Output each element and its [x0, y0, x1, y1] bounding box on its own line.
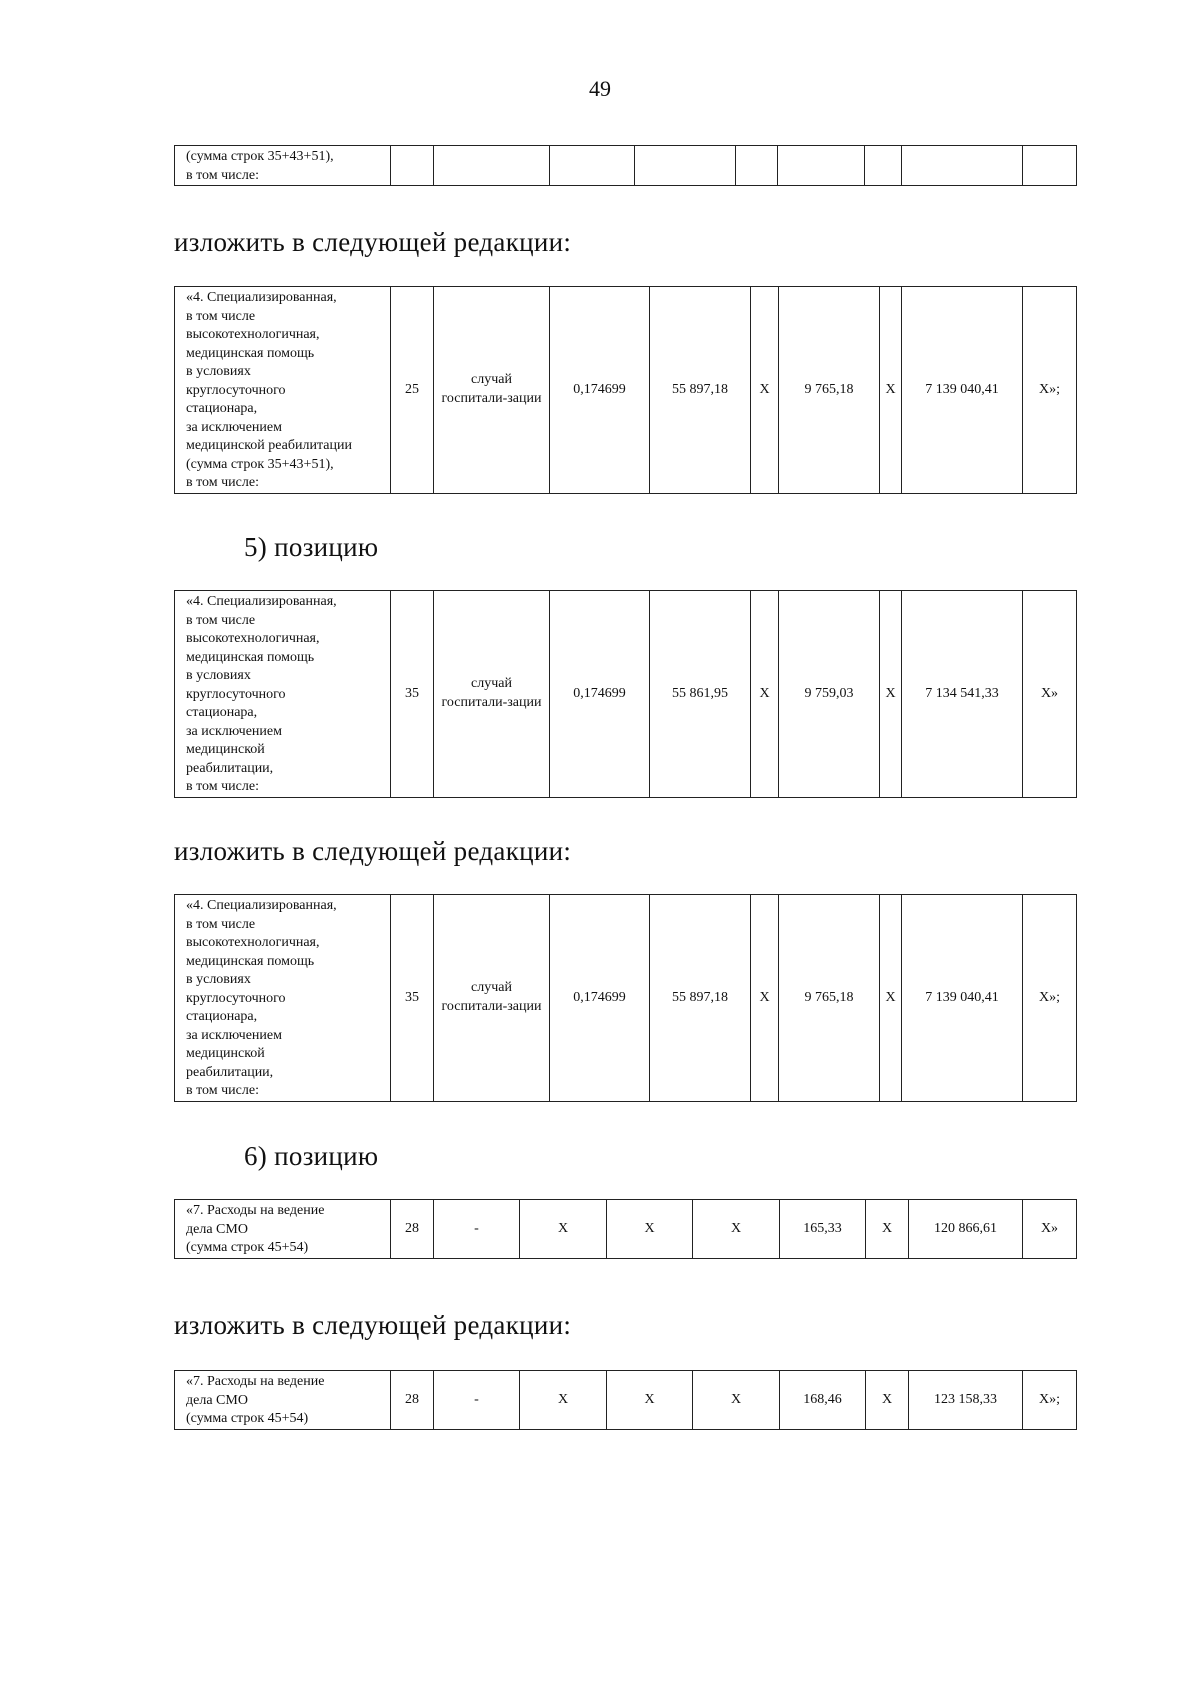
- table-cell: 0,174699: [550, 287, 650, 494]
- row-description: «4. Специализированная, в том числе высокотехнологичная, медицинская помощь в условиях круглосуточного стационара, за исключением медицинской реабилитации, в том числе:: [175, 591, 391, 798]
- table-cell: 168,46: [780, 1371, 866, 1430]
- table-cell: 7 139 040,41: [902, 287, 1023, 494]
- table-row: [175, 146, 1077, 186]
- table-cell: [902, 146, 1023, 186]
- table-fragment-top: [174, 145, 1077, 186]
- row-number: 35: [391, 591, 434, 798]
- unit-cell: случай госпитали-зации: [434, 895, 550, 1102]
- table-smo-old: [174, 1199, 1077, 1259]
- table-cell: 0,174699: [550, 591, 650, 798]
- table-cell: X»: [1023, 591, 1077, 798]
- table-cell: X»;: [1023, 895, 1077, 1102]
- table-cell: X: [866, 1371, 909, 1430]
- table-cell: 7 139 040,41: [902, 895, 1023, 1102]
- table-specialized-new-3: [174, 894, 1077, 1102]
- table-cell: [391, 146, 434, 186]
- table-cell: 55 897,18: [650, 287, 751, 494]
- table-specialized-new-1: [174, 286, 1077, 494]
- table-cell: [550, 146, 635, 186]
- table-cell: 0,174699: [550, 895, 650, 1102]
- row-number: 35: [391, 895, 434, 1102]
- table-row: [175, 287, 1077, 494]
- table-cell: 123 158,33: [909, 1371, 1023, 1430]
- table-cell: 9 765,18: [779, 895, 880, 1102]
- table-cell: X»: [1023, 1200, 1077, 1259]
- table-cell: 55 897,18: [650, 895, 751, 1102]
- table-cell: X: [751, 895, 779, 1102]
- row-description: (сумма строк 35+43+51), в том числе:: [175, 146, 391, 186]
- table-row: [175, 1200, 1077, 1259]
- row-description: «4. Специализированная, в том числе высокотехнологичная, медицинская помощь в условиях круглосуточного стационара, за исключением медицинской реабилитации (сумма строк 35+43+51), в том числе:: [175, 287, 391, 494]
- page-number: 49: [589, 76, 611, 101]
- table-cell: X: [751, 591, 779, 798]
- row-number: 25: [391, 287, 434, 494]
- table-cell: X: [520, 1200, 607, 1259]
- table-row: [175, 591, 1077, 798]
- table-cell: X: [520, 1371, 607, 1430]
- table-cell: -: [434, 1200, 520, 1259]
- section-heading: изложить в следующей редакции:: [174, 227, 572, 257]
- table-cell: X: [880, 591, 902, 798]
- table-cell: 7 134 541,33: [902, 591, 1023, 798]
- table-cell: [865, 146, 902, 186]
- table-cell: X: [607, 1371, 693, 1430]
- unit-cell: случай госпитали-зации: [434, 591, 550, 798]
- table-cell: X: [880, 895, 902, 1102]
- row-number: 28: [391, 1371, 434, 1430]
- table-cell: X: [880, 287, 902, 494]
- row-description: «7. Расходы на ведение дела СМО (сумма строк 45+54): [175, 1200, 391, 1259]
- section-heading: 5) позицию: [244, 532, 379, 562]
- table-row: [175, 1371, 1077, 1430]
- table-specialized-old-2: [174, 590, 1077, 798]
- section-heading: изложить в следующей редакции:: [174, 1310, 572, 1340]
- table-cell: 165,33: [780, 1200, 866, 1259]
- table-cell: X: [693, 1200, 780, 1259]
- table-cell: [736, 146, 778, 186]
- table-cell: 120 866,61: [909, 1200, 1023, 1259]
- table-cell: [1023, 146, 1077, 186]
- table-cell: -: [434, 1371, 520, 1430]
- table-smo-new: [174, 1370, 1077, 1430]
- table-cell: X: [866, 1200, 909, 1259]
- table-cell: 9 765,18: [779, 287, 880, 494]
- row-description: «7. Расходы на ведение дела СМО (сумма строк 45+54): [175, 1371, 391, 1430]
- table-cell: [635, 146, 736, 186]
- table-cell: 55 861,95: [650, 591, 751, 798]
- table-cell: X»;: [1023, 287, 1077, 494]
- table-cell: X: [751, 287, 779, 494]
- table-cell: X: [607, 1200, 693, 1259]
- table-cell: 9 759,03: [779, 591, 880, 798]
- section-heading: 6) позицию: [244, 1141, 379, 1171]
- row-description: «4. Специализированная, в том числе высокотехнологичная, медицинская помощь в условиях круглосуточного стационара, за исключением медицинской реабилитации, в том числе:: [175, 895, 391, 1102]
- table-cell: [778, 146, 865, 186]
- unit-cell: случай госпитали-зации: [434, 287, 550, 494]
- table-cell: X»;: [1023, 1371, 1077, 1430]
- row-number: 28: [391, 1200, 434, 1259]
- table-row: [175, 895, 1077, 1102]
- table-cell: [434, 146, 550, 186]
- table-cell: X: [693, 1371, 780, 1430]
- section-heading: изложить в следующей редакции:: [174, 836, 572, 866]
